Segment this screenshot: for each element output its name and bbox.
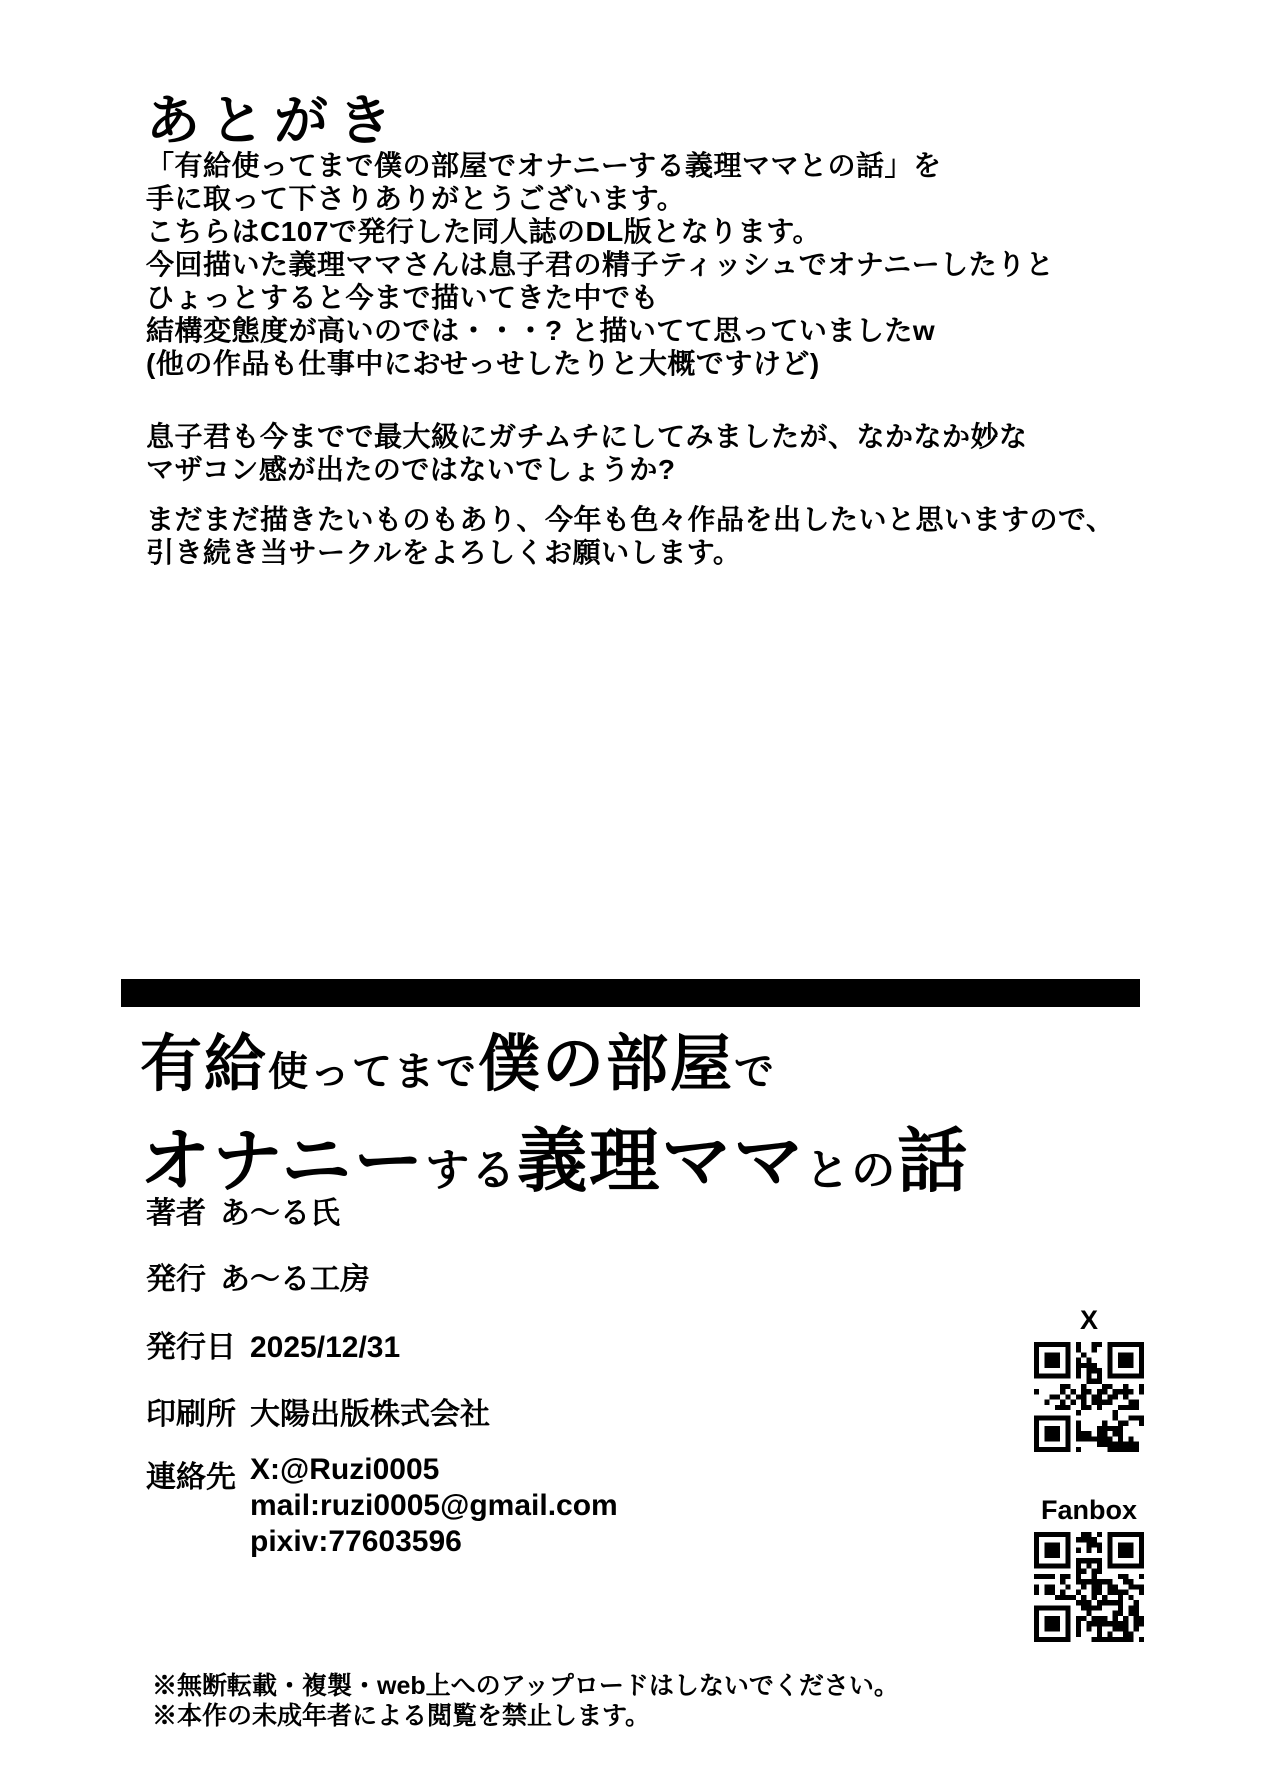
book-title	[140, 1014, 969, 1206]
title-segment: 有給	[140, 1030, 269, 1099]
title-segment: 義理ママ	[517, 1122, 806, 1200]
title-segment: で	[734, 1050, 777, 1094]
author-label: 著者	[146, 1197, 206, 1230]
paragraph-line: 息子君も今までで最大級にガチムチにしてみましたが、なかなか妙な	[146, 421, 1028, 452]
contact-pixiv-id: pixiv:77603596	[250, 1525, 462, 1558]
book-title-line-1	[140, 1014, 969, 1103]
printer-label: 印刷所	[146, 1398, 236, 1431]
colophon-row-contact	[146, 1452, 618, 1560]
afterword-paragraph-3	[146, 420, 1028, 486]
paragraph-line: 引き続き当サークルをよろしくお願いします。	[146, 537, 742, 568]
printer-value: 大陽出版株式会社	[250, 1398, 490, 1431]
age-restriction-note: ※本作の未成年者による閲覧を禁止します。	[152, 1702, 651, 1730]
x-qr-code-icon	[1034, 1342, 1144, 1452]
paragraph-line: 「有給使ってまで僕の部屋でオナニーする義理ママとの話」を	[146, 150, 942, 181]
publisher-value: あ～る工房	[220, 1263, 370, 1296]
author-value: あ～る氏	[220, 1197, 340, 1230]
divider-bar	[121, 979, 1140, 1007]
publisher-label: 発行	[146, 1263, 206, 1296]
afterword-paragraph-1	[146, 149, 941, 248]
title-segment: オナニー	[140, 1122, 426, 1200]
colophon-row-author	[146, 1188, 340, 1232]
paragraph-line: マザコン感が出たのではないでしょうか?	[146, 454, 676, 485]
contact-email: mail:ruzi0005@gmail.com	[250, 1489, 618, 1522]
paragraph-line: 手に取って下さりありがとうございます。	[146, 183, 686, 214]
colophon-row-date	[146, 1322, 400, 1366]
afterword-heading: あとがき	[146, 88, 402, 152]
title-segment: 話	[897, 1122, 970, 1200]
paragraph-line: ひょっとすると今まで描いてきた中でも	[146, 282, 660, 313]
paragraph-line: 今回描いた義理ママさんは息子君の精子ティッシュでオナニーしたりと	[146, 249, 1055, 280]
paragraph-line: まだまだ描きたいものもあり、今年も色々作品を出したいと思いますので、	[146, 504, 1115, 535]
colophon-row-printer	[146, 1389, 490, 1433]
fanbox-qr-code-icon	[1034, 1532, 1144, 1642]
no-repost-note: ※無断転載・複製・web上へのアップロードはしないでください。	[152, 1672, 899, 1700]
contact-lines	[250, 1452, 618, 1560]
title-segment: 使ってまで	[268, 1050, 479, 1094]
contact-x-handle: X:@Ruzi0005	[250, 1453, 440, 1486]
paragraph-line: (他の作品も仕事中におせっせしたりと大概ですけど)	[146, 348, 820, 379]
title-segment: 僕の部屋	[478, 1030, 735, 1099]
date-label: 発行日	[146, 1331, 236, 1364]
date-value: 2025/12/31	[250, 1331, 401, 1364]
fanbox-qr-block	[1032, 1490, 1146, 1642]
colophon-row-publisher	[146, 1254, 370, 1298]
contact-label: 連絡先	[146, 1461, 236, 1494]
x-qr-block	[1032, 1300, 1146, 1452]
afterword-paragraph-4	[146, 503, 1114, 569]
afterword-paragraph-2	[146, 248, 1054, 380]
fanbox-qr-label: Fanbox	[1040, 1495, 1137, 1525]
paragraph-line: こちらはC107で発行した同人誌のDL版となります。	[146, 216, 822, 247]
x-qr-label: X	[1079, 1305, 1098, 1335]
title-segment: する	[425, 1146, 518, 1195]
paragraph-line: 結構変態度が高いのでは・・・? と描いてて思っていましたw	[146, 315, 936, 346]
legal-notes	[152, 1671, 899, 1731]
title-segment: との	[805, 1146, 898, 1195]
